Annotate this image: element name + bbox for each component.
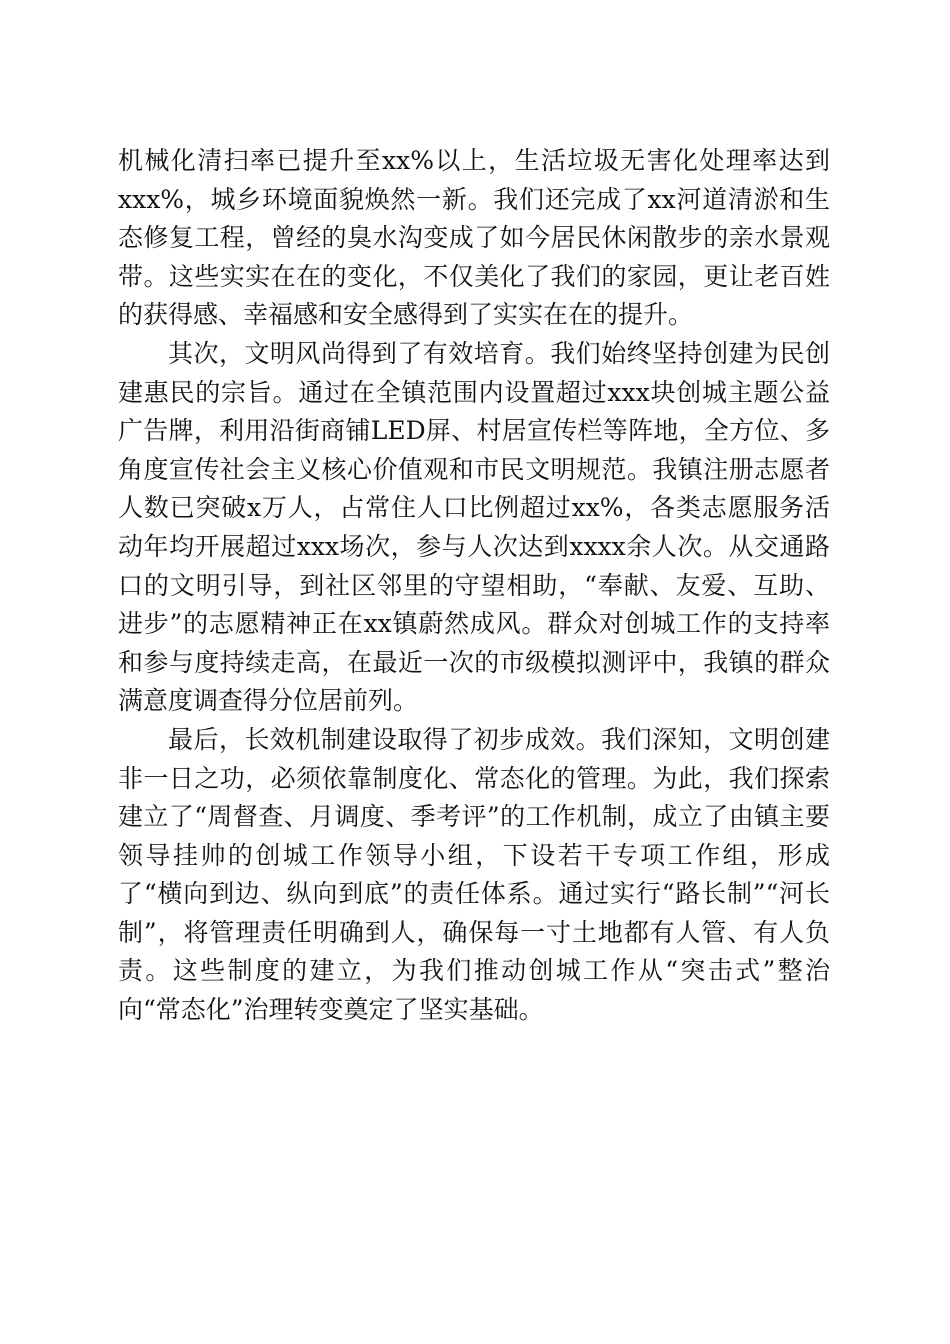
paragraph-civilization: 其次，文明风尚得到了有效培育。我们始终坚持创建为民创建惠民的宗旨。通过在全镇范围内设置超过xxx块创城主题公益广告牌，利用沿街商铺LED屏、村居宣传栏等阵地，全方位、多角度宣传社会主义核心价值观和市民文明规范。我镇注册志愿者人数已突破x万人，占常住人口比例超过xx%，各类志愿服务活动年均开展超过xxx场次，参与人次达到xxxx余人次。从交通路口的文明引导，到社区邻里的守望相助，“奉献、友爱、互助、进步”的志愿精神正在xx镇蔚然成风。群众对创城工作的支持率和参与度持续走高，在最近一次的市级模拟测评中，我镇的群众满意度调查得分位居前列。 [118, 338, 830, 716]
paragraph-mechanism: 最后，长效机制建设取得了初步成效。我们深知，文明创建非一日之功，必须依靠制度化、常态化的管理。为此，我们探索建立了“周督查、月调度、季考评”的工作机制，成立了由镇主要领导挂帅的创城工作领导小组，下设若干专项工作组，形成了“横向到边、纵向到底”的责任体系。通过实行“路长制”“河长制”，将管理责任明确到人，确保每一寸土地都有人管、有人负责。这些制度的建立，为我们推动创城工作从“突击式”整治向“常态化”治理转变奠定了坚实基础。 [118, 724, 830, 1025]
document-body [118, 142, 830, 1030]
paragraph-environment: 机械化清扫率已提升至xx%以上，生活垃圾无害化处理率达到xxx%，城乡环境面貌焕然一新。我们还完成了xx河道清淤和生态修复工程，曾经的臭水沟变成了如今居民休闲散步的亲水景观带。这些实实在在的变化，不仅美化了我们的家园，更让老百姓的获得感、幸福感和安全感得到了实实在在的提升。 [118, 146, 830, 330]
